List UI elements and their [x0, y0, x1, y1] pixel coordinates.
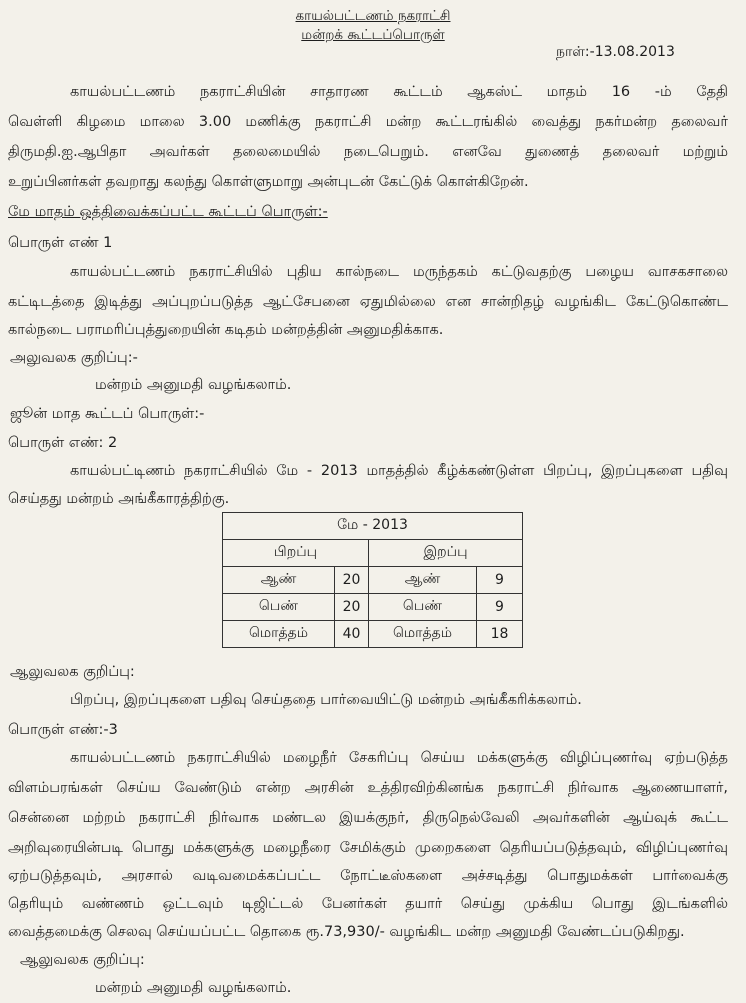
death-label: ஆண்	[369, 567, 477, 594]
document-date: நாள்:-13.08.2013	[556, 44, 675, 60]
item-1-line-1: காயல்பட்டணம் நகராட்சியில் புதிய கால்நடை மருந்தகம் கட்டுவதற்கு பழைய வாசகசாலை	[70, 264, 728, 280]
item-3-line-1: காயல்பட்டணம் நகராட்சியில் மழைநீர் சேகரிப்பு செய்ய மக்களுக்கு விழிப்புணர்வு ஏற்படுத்த	[70, 750, 728, 766]
birth-value: 20	[335, 567, 369, 594]
item-2-note-text: பிறப்பு, இறப்புகளை பதிவு செய்ததை பார்வையிட்டு மன்றம் அங்கீகரிக்கலாம்.	[70, 692, 582, 708]
col-death-header: இறப்பு	[369, 540, 523, 567]
death-value: 9	[477, 567, 523, 594]
item-1-line-2: கட்டிடத்தை இடித்து அப்புறப்படுத்த ஆட்சேபனை ஏதுமில்லை என சான்றிதழ் வழங்கிட கேட்டுகொண்ட	[8, 294, 728, 310]
item-2-label: பொருள் எண்: 2	[8, 435, 118, 451]
item-1-label: பொருள் எண் 1	[8, 235, 113, 251]
item-1-line-3: கால்நடை பராமரிப்புத்துறையின் கடிதம் மன்றத்தின் அனுமதிக்காக.	[8, 322, 444, 338]
death-label: மொத்தம்	[369, 621, 477, 648]
col-birth-header: பிறப்பு	[223, 540, 369, 567]
table-row	[223, 567, 523, 594]
section-may-heading: மே மாதம் ஒத்திவைக்கப்பட்ட கூட்டப் பொருள்:-	[8, 204, 328, 220]
birth-value: 20	[335, 594, 369, 621]
intro-line-3: திருமதி.ஐ.ஆபிதா அவர்கள் தலைமையில் நடைபெறும். எனவே துணைத் தலைவர் மற்றும்	[8, 144, 728, 160]
item-2-note-label: ஆலுவலக குறிப்பு:	[10, 664, 135, 680]
table-header-row	[223, 540, 523, 567]
item-3-label: பொருள் எண்:-3	[8, 722, 118, 738]
item-3-note-label: ஆலுவலக குறிப்பு:	[20, 952, 145, 968]
table-caption-row	[223, 513, 523, 540]
intro-line-1: காயல்பட்டணம் நகராட்சியின் சாதாரண கூட்டம் ஆகஸ்ட் மாதம் 16 -ம் தேதி	[70, 84, 728, 100]
item-3-line-6: தெரியும் வண்ணம் ஒட்டவும் டிஜிட்டல் பேனர்கள் தயார் செய்து முக்கிய பொது இடங்களில்	[8, 896, 728, 912]
birth-death-table	[222, 512, 523, 648]
birth-label: மொத்தம்	[223, 621, 335, 648]
birth-label: ஆண்	[223, 567, 335, 594]
item-3-note-text: மன்றம் அனுமதி வழங்கலாம்.	[95, 980, 292, 996]
birth-value: 40	[335, 621, 369, 648]
item-3-line-4: அறிவுரையின்படி பொது மக்களுக்கு மழைநீரை சேமிக்கும் முறைகளை தெரியப்படுத்தவும், விழிப்புணர்வு	[8, 840, 728, 856]
death-value: 9	[477, 594, 523, 621]
table-caption: மே - 2013	[223, 513, 523, 540]
item-1-note-label: அலுவலக குறிப்பு:-	[10, 350, 138, 366]
title-line-1: காயல்பட்டணம் நகராட்சி	[295, 8, 451, 24]
death-label: பெண்	[369, 594, 477, 621]
item-3-line-2: விளம்பரங்கள் செய்ய வேண்டும் என்ற அரசின் உத்திரவிற்கினங்க நகராட்சி நிர்வாக ஆணையாளர்,	[8, 780, 728, 796]
birth-label: பெண்	[223, 594, 335, 621]
death-value: 18	[477, 621, 523, 648]
section-june-heading: ஜூன் மாத கூட்டப் பொருள்:-	[10, 406, 205, 422]
item-3-line-5: ஏற்படுத்தவும், அரசால் வடிவமைக்கப்பட்ட நோட்டீஸ்களை அச்சடித்து பொதுமக்கள் பார்வைக்கு	[8, 868, 728, 884]
title-line-2: மன்றக் கூட்டப்பொருள்	[301, 27, 445, 43]
table-row	[223, 594, 523, 621]
item-2-line-2: செய்தது மன்றம் அங்கீகாரத்திற்கு.	[8, 491, 230, 507]
item-3-line-3: சென்னை மற்றம் நகராட்சி நிர்வாக மண்டல இயக்குநர், திருநெல்வேலி அவர்களின் ஆய்வுக் கூட்ட	[8, 810, 728, 826]
item-2-line-1: காயல்பட்டிணம் நகராட்சியில் மே - 2013 மாதத்தில் கீழ்க்கண்டுள்ள பிறப்பு, இறப்புகளை பதிவு	[70, 463, 728, 479]
item-1-note-text: மன்றம் அனுமதி வழங்கலாம்.	[95, 377, 292, 393]
intro-line-2: வெள்ளி கிழமை மாலை 3.00 மணிக்கு நகராட்சி மன்ற கூட்டரங்கில் வைத்து நகர்மன்ற தலைவர்	[8, 114, 728, 130]
table-row	[223, 621, 523, 648]
item-3-line-7: வைத்தமைக்கு செலவு செய்யப்பட்ட தொகை ரூ.73,930/- வழங்கிட மன்ற அனுமதி வேண்டப்படுகிறது.	[8, 924, 685, 940]
intro-line-4: உறுப்பினர்கள் தவறாது கலந்து கொள்ளுமாறு அன்புடன் கேட்டுக் கொள்கிறேன்.	[8, 174, 529, 190]
